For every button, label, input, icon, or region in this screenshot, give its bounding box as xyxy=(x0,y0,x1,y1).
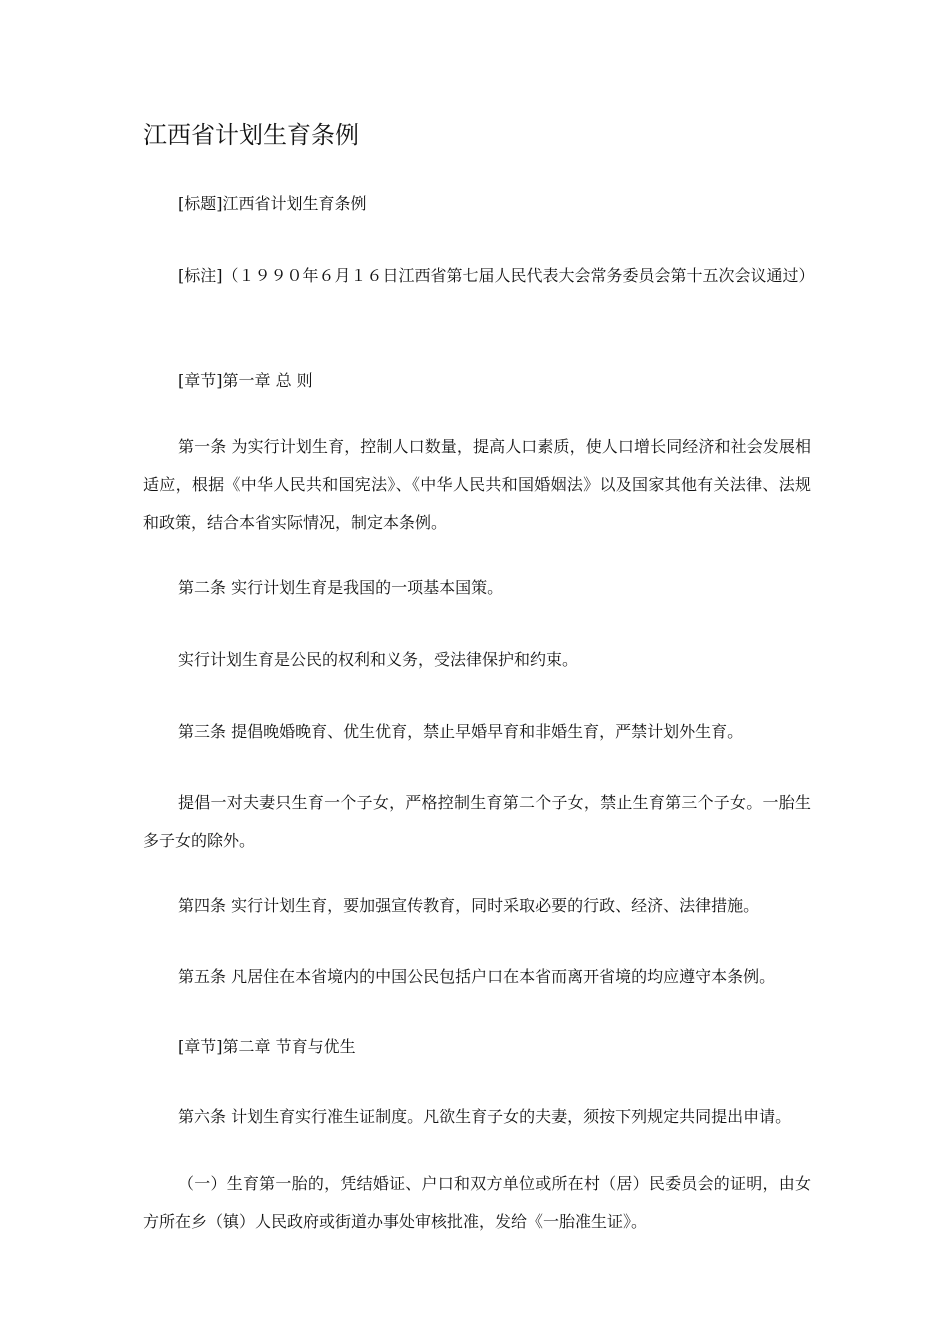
paragraph-article-5: 第五条 凡居住在本省境内的中国公民包括户口在本省而离开省境的均应遵守本条例。 xyxy=(178,967,776,986)
paragraph-article-4: 第四条 实行计划生育，要加强宣传教育，同时采取必要的行政、经济、法律措施。 xyxy=(178,896,760,915)
paragraph-article-1: 第一条 为实行计划生育，控制人口数量，提高人口素质，使人口增长同经济和社会发展相适应，根据《中华人民共和国宪法》、《中华人民共和国婚姻法》以及国家其他有关法律、法规和政策，结合本省实际情况，制定本条例。 xyxy=(143,437,811,532)
paragraph-chapter-2: [章节]第二章 节育与优生 xyxy=(178,1037,356,1056)
paragraph-article-3: 第三条 提倡晚婚晚育、优生优育，禁止早婚早育和非婚生育，严禁计划外生育。 xyxy=(178,722,744,741)
paragraph-article-6: 第六条 计划生育实行准生证制度。凡欲生育子女的夫妻，须按下列规定共同提出申请。 xyxy=(178,1107,792,1126)
paragraph-article-6-item-1: （一）生育第一胎的，凭结婚证、户口和双方单位或所在村（居）民委员会的证明，由女方所在乡（镇）人民政府或街道办事处审核批准，发给《一胎准生证》。 xyxy=(143,1174,811,1231)
paragraph-chapter-1: [章节]第一章 总 则 xyxy=(178,371,313,390)
paragraph-heading-label: [标题]江西省计划生育条例 xyxy=(178,194,367,213)
paragraph-article-3-clause: 提倡一对夫妻只生育一个子女，严格控制生育第二个子女，禁止生育第三个子女。一胎生多子女的除外。 xyxy=(143,793,811,850)
paragraph-annotation: [标注]（１９９０年６月１６日江西省第七届人民代表大会常务委员会第十五次会议通过） xyxy=(178,266,815,285)
document-title: 江西省计划生育条例 xyxy=(143,121,359,149)
paragraph-article-2: 第二条 实行计划生育是我国的一项基本国策。 xyxy=(178,578,504,597)
paragraph-article-2-clause: 实行计划生育是公民的权利和义务，受法律保护和约束。 xyxy=(178,650,579,669)
